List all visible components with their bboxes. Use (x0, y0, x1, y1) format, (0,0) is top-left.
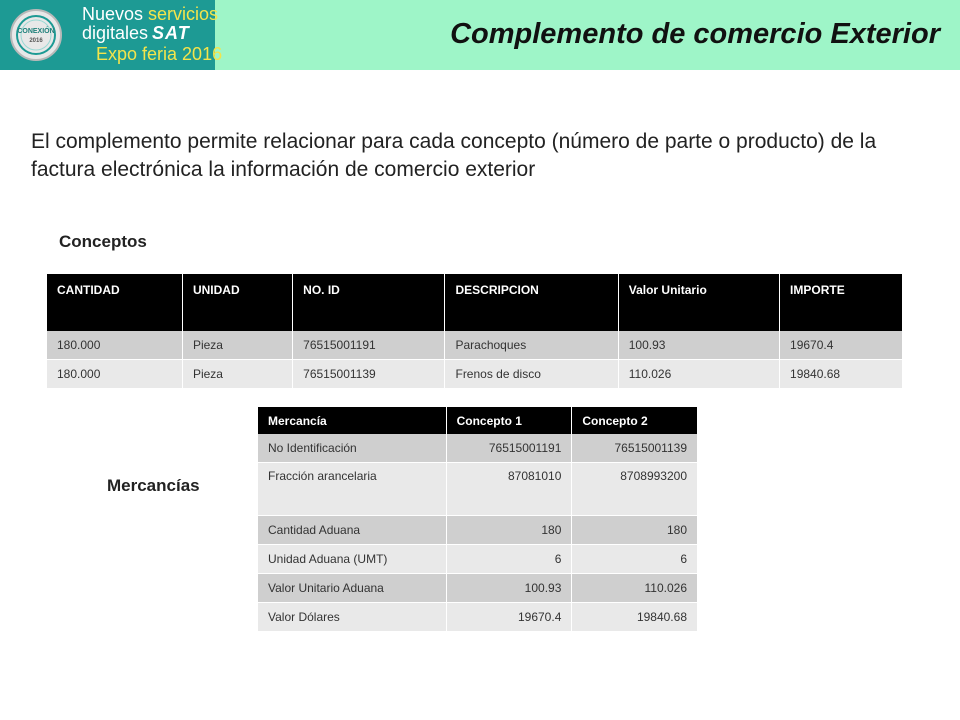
table-cell: 180 (446, 516, 572, 545)
table-header-row (258, 407, 697, 434)
column-header: Concepto 1 (446, 407, 572, 434)
table-cell: Parachoques (445, 331, 618, 360)
table-row (47, 331, 902, 360)
column-header: Concepto 2 (572, 407, 697, 434)
table-cell: 6 (572, 545, 697, 574)
page-title: Complemento de comercio Exterior (450, 18, 940, 50)
column-header: UNIDAD (182, 274, 292, 331)
table-cell: 8708993200 (572, 463, 697, 516)
column-header: Valor Unitario (618, 274, 779, 331)
column-header: NO. ID (293, 274, 445, 331)
table-cell: 19670.4 (446, 603, 572, 632)
table-row (47, 360, 902, 389)
table-header-row (47, 274, 902, 331)
conexion-seal (10, 9, 62, 61)
mercancias-label: Mercancías (107, 476, 200, 495)
table-cell: Cantidad Aduana (258, 516, 446, 545)
table-cell: 19840.68 (572, 603, 697, 632)
table-cell: 180 (572, 516, 697, 545)
table-cell: Valor Unitario Aduana (258, 574, 446, 603)
logo-line-2 (82, 23, 190, 44)
table-cell: 110.026 (572, 574, 697, 603)
seal-ring-icon (12, 11, 60, 59)
table-row (258, 516, 697, 545)
seal-year: 2016 (29, 38, 43, 44)
table-cell: Pieza (182, 331, 292, 360)
table-cell: 87081010 (446, 463, 572, 516)
column-header: CANTIDAD (47, 274, 182, 331)
table-cell: 19840.68 (780, 360, 902, 389)
logo (0, 0, 223, 70)
table-cell: 180.000 (47, 360, 182, 389)
table-row (258, 603, 697, 632)
column-header: IMPORTE (780, 274, 902, 331)
table-cell: 100.93 (446, 574, 572, 603)
table-cell: 6 (446, 545, 572, 574)
seal-text: CONEXIÓN (17, 28, 55, 35)
table-row (258, 434, 697, 463)
table-cell: Unidad Aduana (UMT) (258, 545, 446, 574)
table-cell: 19670.4 (780, 331, 902, 360)
logo-word-digitales: digitales (82, 23, 149, 43)
logo-line-3: Expo feria 2016 (96, 44, 223, 64)
table-row (258, 574, 697, 603)
conceptos-table (47, 274, 902, 388)
table-cell: Frenos de disco (445, 360, 618, 389)
table-cell: 76515001139 (572, 434, 697, 463)
logo-word-sat: SAT (152, 23, 190, 43)
column-header: Mercancía (258, 407, 446, 434)
logo-word-servicios: servicios (148, 4, 219, 24)
table-cell: Pieza (182, 360, 292, 389)
table-row (258, 463, 697, 516)
table-cell: 76515001191 (446, 434, 572, 463)
table-cell: Valor Dólares (258, 603, 446, 632)
table-cell: 76515001139 (293, 360, 445, 389)
table-cell: 180.000 (47, 331, 182, 360)
table-cell: 110.026 (618, 360, 779, 389)
column-header: DESCRIPCION (445, 274, 618, 331)
conceptos-label: Conceptos (59, 232, 147, 251)
mercancias-table (258, 407, 697, 632)
logo-word-nuevos: Nuevos (82, 4, 144, 24)
table-cell: Fracción arancelaria (258, 463, 446, 516)
table-cell: No Identificación (258, 434, 446, 463)
intro-paragraph: El complemento permite relacionar para cada concepto (número de parte o producto) de la factura electrónica la información de comercio exterior (31, 130, 877, 181)
logo-line-1 (82, 4, 218, 25)
table-cell: 100.93 (618, 331, 779, 360)
table-row (258, 545, 697, 574)
table-cell: 76515001191 (293, 331, 445, 360)
